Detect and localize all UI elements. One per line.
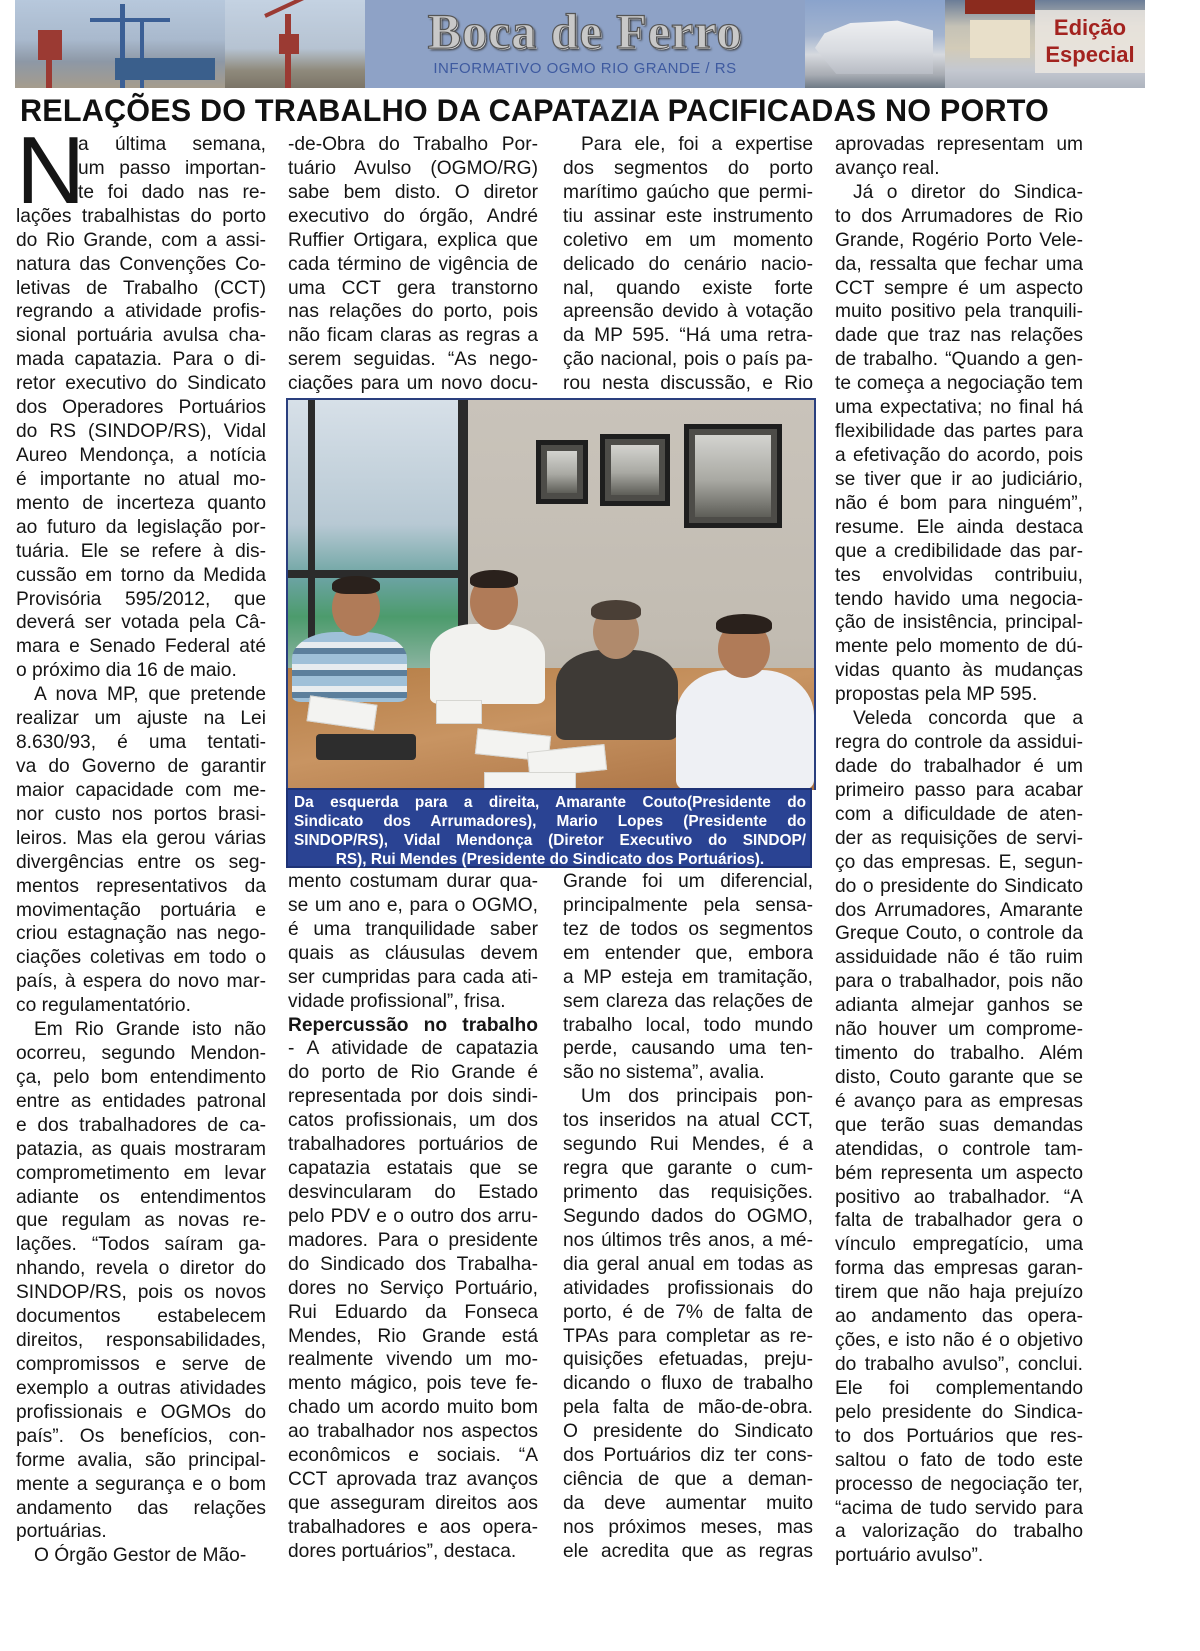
- text-line: ção de insistência, principal-: [835, 612, 1083, 634]
- text-line: do porto de Rio Grande é: [288, 1062, 538, 1084]
- caption-line: Sindicato dos Arrumadores), Mario Lopes (Presidente do: [294, 813, 806, 830]
- article-column-4: [835, 133, 1083, 1568]
- text-line: ção nacional, pois o país pa-: [563, 349, 813, 371]
- text-line: mente a segurança e o bom: [16, 1473, 266, 1495]
- laptop: [316, 734, 416, 760]
- text-line: primento das requisições.: [563, 1181, 813, 1203]
- text-line: retor executivo do Sindicato: [16, 373, 266, 395]
- text-line: Greque Couto, o controle da: [835, 923, 1083, 945]
- text-line: cussão em torno da Medida: [16, 564, 266, 586]
- text-line: atendidas, o controle tam-: [835, 1138, 1083, 1160]
- text-line: tuário Avulso (OGMO/RG): [288, 157, 538, 179]
- text-line: não ficam claras as regras a: [288, 325, 538, 347]
- text-line: principalmente pela sensa-: [563, 894, 813, 916]
- text-line: com a dificuldade de aten-: [835, 803, 1083, 825]
- cruise-ship-photo: [805, 0, 945, 88]
- text-line: muito positivo pela tranquili-: [835, 301, 1083, 323]
- text-line: ocorreu, segundo Mendon-: [16, 1043, 266, 1065]
- text-line: país, à espera do novo mar-: [16, 971, 266, 993]
- person-mario-lopes: [430, 624, 545, 704]
- text-line: ele acredita que as regras: [563, 1540, 813, 1562]
- text-line: to dos Arrumadores de Rio: [835, 205, 1083, 227]
- text-line: madores. Para o presidente: [288, 1229, 538, 1251]
- text-line: comprometimento em levar: [16, 1162, 266, 1184]
- text-line: mento mágico, pois teve fe-: [288, 1373, 538, 1395]
- text-line: pela falta de mão-de-obra.: [563, 1397, 813, 1419]
- text-line: nos últimos três anos, a mé-: [563, 1229, 813, 1251]
- text-line: dos segmentos do porto: [563, 157, 813, 179]
- person-amarante-couto: [292, 632, 407, 702]
- text-line: dos Portuários diz ter cons-: [563, 1445, 813, 1467]
- text-line: adianta almejar ganhos se: [835, 995, 1083, 1017]
- text-line: exemplo a outras atividades: [16, 1377, 266, 1399]
- text-line: vidade profissional”, frisa.: [288, 990, 506, 1012]
- text-line: a valorização do trabalho: [835, 1521, 1083, 1543]
- text-line: do Rio Grande, com a assi-: [16, 229, 266, 251]
- text-line: regra do controle da assidui-: [835, 732, 1083, 754]
- text-line: aprovadas representam um: [835, 134, 1083, 155]
- text-line: dores portuários”, destaca.: [288, 1540, 517, 1562]
- text-line: do Sindicado dos Trabalha-: [288, 1253, 538, 1275]
- newsletter-title: Boca de Ferro: [427, 3, 743, 59]
- text-line: propostas pela MP 595.: [835, 684, 1038, 706]
- text-line: mada capatazia. Para o di-: [16, 349, 266, 371]
- text-line: do RS (SINDOP/RS), Vidal: [16, 421, 266, 443]
- text-line: portuário avulso”.: [835, 1545, 984, 1567]
- text-line: TPAs para completar as re-: [563, 1325, 813, 1347]
- text-line: da deve aumentar muito: [563, 1492, 813, 1514]
- text-line: realizar um ajuste na Lei: [16, 708, 266, 730]
- text-line: nos próximos meses, mas: [563, 1516, 813, 1538]
- text-line: tendo havido uma negocia-: [835, 588, 1083, 610]
- text-line: Ele foi complementando: [835, 1377, 1083, 1399]
- photo-caption: [286, 788, 812, 868]
- text-line: uma expectativa; no final há: [835, 397, 1083, 419]
- wall-picture-frame: [536, 440, 588, 504]
- text-line: cada término de vigência de: [288, 253, 538, 275]
- container-ship-shape: [115, 58, 215, 80]
- person-hair: [591, 600, 641, 620]
- text-line: letivas de Trabalho (CCT): [16, 277, 266, 299]
- text-line: dicando o fluxo de trabalho: [563, 1373, 813, 1395]
- text-line: ciações para um novo docu-: [288, 373, 538, 395]
- text-line: capatazia estatais que se: [288, 1158, 538, 1180]
- text-line: lações. “Todos saíram ga-: [16, 1234, 266, 1256]
- text-line: e dos trabalhadores de ca-: [16, 1114, 266, 1136]
- text-line: da, ressalta que fechar uma: [835, 253, 1083, 275]
- caption-line: Da esquerda para a direita, Amarante Couto(Presidente do: [294, 794, 806, 811]
- text-line: lações trabalhistas do porto: [16, 205, 266, 227]
- text-line: é uma tranquilidade saber: [288, 918, 538, 940]
- text-line: a última semana,: [78, 134, 266, 155]
- text-line: O Órgão Gestor de Mão-: [34, 1545, 247, 1567]
- text-line: profissionais e OGMOs do: [16, 1401, 266, 1423]
- text-line: der as requisições de servi-: [835, 827, 1083, 849]
- text-line: tuária. Ele se refere à dis-: [16, 540, 266, 562]
- text-line: do trabalho avulso”, conclui.: [835, 1354, 1083, 1376]
- text-line: que regulam as novas re-: [16, 1210, 266, 1232]
- text-line: coletivo em um momento: [563, 229, 813, 251]
- text-line: a MP esteja em tramitação,: [563, 966, 813, 988]
- text-line: vidas quanto às mudanças: [835, 660, 1083, 682]
- text-line: Um dos principais pon-: [581, 1086, 813, 1108]
- text-line: dade do trabalhador é um: [835, 755, 1083, 777]
- text-line: processo de negociação ter,: [835, 1473, 1083, 1495]
- text-line: ser cumpridas para cada ati-: [288, 966, 538, 988]
- wall-picture-frame: [684, 424, 782, 528]
- text-line: regra que garante o cum-: [563, 1158, 813, 1180]
- text-line: te foi dado nas re-: [78, 181, 266, 203]
- text-line: nhando, revela o diretor do: [16, 1258, 266, 1280]
- text-line: que a credibilidade das par-: [835, 540, 1083, 562]
- text-line: serem seguidas. “As nego-: [288, 349, 538, 371]
- text-line: maior capacidade com me-: [16, 779, 266, 801]
- text-line: marítimo gaúcho que permi-: [563, 181, 813, 203]
- text-line: ao futuro da legislação por-: [16, 516, 266, 538]
- text-line: andamento das relações: [16, 1497, 266, 1519]
- text-line: natura das Convenções Co-: [16, 253, 266, 275]
- text-line: sem clareza das relações de: [563, 990, 813, 1012]
- text-line: assiduidade não é tão ruim: [835, 947, 1083, 969]
- text-line: para o trabalhador, pois não: [835, 971, 1083, 993]
- window-mullion: [288, 570, 458, 578]
- person-hair: [716, 614, 772, 634]
- text-line: que asseguram direitos aos: [288, 1492, 538, 1514]
- text-line: portuárias.: [16, 1521, 107, 1543]
- person-rui-mendes: [676, 670, 814, 790]
- badge-line-1: Edição: [1053, 15, 1127, 40]
- text-line: Grande, Rogério Porto Vele-: [835, 229, 1083, 251]
- text-line: ao trabalhador nos aspectos: [288, 1421, 538, 1443]
- text-line: Segundo dados do OGMO,: [563, 1205, 813, 1227]
- port-cranes-photo: [15, 0, 225, 88]
- text-line: direitos, responsabilidades,: [16, 1330, 266, 1352]
- text-line: rou nesta discussão, e Rio: [563, 373, 813, 395]
- text-line: avanço real.: [835, 157, 940, 179]
- text-line: um passo importan-: [78, 157, 266, 179]
- text-line: Para ele, foi a expertise: [581, 134, 813, 155]
- crane-top-shape: [965, 0, 1035, 14]
- text-line: ciações coletivas em todo o: [16, 947, 266, 969]
- text-line: tez de todos os segmentos: [563, 918, 813, 940]
- text-line: dia geral anual em todas as: [563, 1253, 813, 1275]
- text-line: país”. Os benefícios, con-: [16, 1425, 266, 1447]
- text-line: forma das empresas garan-: [835, 1258, 1083, 1280]
- document-sheet: [436, 700, 482, 724]
- text-line: Aureo Mendonça, a notícia: [16, 444, 266, 466]
- badge-line-2: Especial: [1045, 42, 1135, 67]
- text-line: entre as entidades patronal: [16, 1090, 266, 1112]
- text-line: porto, é de 7% de falta de: [563, 1301, 813, 1323]
- text-line: representada por dois sindi-: [288, 1086, 538, 1108]
- text-line: apreensão devido à votação: [563, 301, 813, 323]
- text-line: do o presidente do Sindicato: [835, 875, 1083, 897]
- text-line: não houver um comprome-: [835, 1019, 1083, 1041]
- text-line: perde, causando uma ten-: [563, 1038, 813, 1060]
- text-line: Já o diretor do Sindica-: [853, 181, 1083, 203]
- text-line: A nova MP, que pretende: [34, 684, 266, 706]
- special-edition-badge: [1035, 10, 1145, 73]
- text-line: trabalhadores portuários de: [288, 1134, 538, 1156]
- text-line: te começa a negociação tem: [835, 373, 1083, 395]
- text-line: nor custo nos portos brasi-: [16, 803, 266, 825]
- text-line: sional portuária avulsa cha-: [16, 325, 266, 347]
- text-line: criou estagnação nas nego-: [16, 923, 266, 945]
- text-line: deverá ser votada pela Câ-: [16, 612, 266, 634]
- text-line: Mendes, Rio Grande está: [288, 1325, 538, 1347]
- text-line: Veleda concorda que a: [853, 708, 1083, 730]
- text-line: catos profissionais, um dos: [288, 1110, 538, 1132]
- text-line: mente pelo momento de dú-: [835, 636, 1083, 658]
- text-line: que terão suas demandas: [835, 1114, 1083, 1136]
- text-line: quisições efetuadas, preju-: [563, 1349, 813, 1371]
- text-line: nal, quando existe forte: [563, 277, 813, 299]
- text-line: positivo ao trabalhador. “A: [835, 1186, 1083, 1208]
- text-line: disto, Couto garante que se: [835, 1066, 1083, 1088]
- text-line: mara e Senado Federal até: [16, 636, 266, 658]
- text-line: resume. Ele ainda destaca: [835, 516, 1083, 538]
- text-line: é importante no atual mo-: [16, 468, 266, 490]
- text-line: pelo PDV e o outro dos arru-: [288, 1205, 538, 1227]
- newsletter-subtitle: INFORMATIVO OGMO RIO GRANDE / RS: [433, 60, 737, 77]
- text-line: 8.630/93, é uma tentati-: [16, 732, 266, 754]
- article-column-3-top: [563, 133, 813, 396]
- text-line: tes envolvidas contribuiu,: [835, 564, 1083, 586]
- text-line: sabe bem disto. O diretor: [288, 181, 538, 203]
- text-line: trabalho local, todo mundo: [563, 1014, 813, 1036]
- text-line: va do Governo de garantir: [16, 755, 266, 777]
- caption-line: RS), Rui Mendes (Presidente do Sindicato dos Portuários).: [335, 851, 765, 868]
- person-vidal-mendonca: [556, 650, 678, 740]
- text-line: a efetivação do acordo, pois: [835, 444, 1083, 466]
- article-headline: RELAÇÕES DO TRABALHO DA CAPATAZIA PACIFICADAS NO PORTO: [20, 92, 1049, 128]
- text-line: são no sistema”, avalia.: [563, 1062, 765, 1084]
- text-line: ço das empresas. E, segun-: [835, 851, 1083, 873]
- text-line: tirem que não haja prejuízo: [835, 1282, 1083, 1304]
- text-line: desvincularam do Estado: [288, 1181, 538, 1203]
- masthead-title-area: [365, 0, 805, 88]
- text-line: de trabalho. “Quando a gen-: [835, 349, 1083, 371]
- text-line: primeiro passo para acabar: [835, 779, 1083, 801]
- text-line: atividades profissionais do: [563, 1277, 813, 1299]
- text-line: divergências entre os seg-: [16, 851, 266, 873]
- text-line: compromissos e serve de: [16, 1354, 266, 1376]
- text-line: o próximo dia 16 de maio.: [16, 660, 237, 682]
- text-line: delicado do cenário nacio-: [563, 253, 813, 275]
- text-line: co regulamentatório.: [16, 995, 191, 1017]
- text-line: Ruffier Ortigara, explica que: [288, 229, 538, 251]
- text-line: segundo Rui Mendes, é a: [563, 1134, 813, 1156]
- text-line: se um ano e, para o OGMO,: [288, 894, 538, 916]
- text-line: saltou o fato de todo este: [835, 1449, 1083, 1471]
- text-line: falta de trabalhador gera o: [835, 1210, 1083, 1232]
- person-hair: [470, 570, 518, 588]
- text-line: chado um acordo muito bom: [288, 1397, 538, 1419]
- text-line: ça, pelo bom entendimento: [16, 1066, 266, 1088]
- text-line: mento de incerteza quanto: [16, 492, 266, 514]
- text-line: Rui Eduardo da Fonseca: [288, 1301, 538, 1323]
- text-line: “acima de tudo servido para: [835, 1497, 1083, 1519]
- text-line: ções, e isto não é o objetivo: [835, 1330, 1083, 1352]
- text-line: forme avalia, são principal-: [16, 1449, 266, 1471]
- section-subheading: Repercussão no trabalho: [288, 1014, 538, 1036]
- wall-picture-frame: [600, 434, 670, 506]
- article-column-2-top: [288, 133, 538, 396]
- text-line: to dos Portuários que res-: [835, 1425, 1083, 1447]
- text-line: tos inseridos na atual CCT,: [563, 1110, 813, 1132]
- text-line: CCT sempre é um aspecto: [835, 277, 1083, 299]
- text-line: SINDOP/RS, pois os novos: [16, 1282, 266, 1304]
- masthead-banner: [15, 0, 1145, 88]
- text-line: em entender que, embora: [563, 942, 813, 964]
- article-column-3-bottom: [563, 870, 813, 1564]
- text-line: O presidente do Sindicato: [563, 1421, 813, 1443]
- text-line: flexibilidade das partes para: [835, 421, 1083, 443]
- text-line: regrando a atividade profis-: [16, 301, 266, 323]
- text-line: - A atividade de capatazia: [288, 1038, 538, 1060]
- text-line: patazia, as quais mostraram: [16, 1138, 266, 1160]
- drop-cap: N: [16, 117, 86, 224]
- text-line: realmente vivendo um mo-: [288, 1349, 538, 1371]
- text-line: movimentação portuária e: [16, 899, 266, 921]
- text-line: não é bom para ninguém”,: [835, 492, 1083, 514]
- text-line: mento costumam durar qua-: [288, 871, 538, 892]
- port-crane-red-photo: [225, 0, 365, 88]
- text-line: executivo do órgão, André: [288, 205, 538, 227]
- text-line: pelo presidente do Sindica-: [835, 1401, 1083, 1423]
- text-line: adiante os entendimentos: [16, 1186, 266, 1208]
- article-column-2-bottom: [288, 870, 538, 1564]
- text-line: Em Rio Grande isto não: [34, 1019, 266, 1041]
- signing-meeting-photo: [286, 398, 816, 790]
- caption-line: SINDOP/RS), Vidal Mendonça (Diretor Executivo do SINDOP/: [294, 832, 806, 849]
- text-line: quais as cláusulas devem: [288, 942, 538, 964]
- text-line: nas relações do porto, pois: [288, 301, 538, 323]
- text-line: é avanço para as empresas: [835, 1090, 1083, 1112]
- text-line: trabalhadores e aos opera-: [288, 1516, 538, 1538]
- text-line: econômicos e sociais. “A: [288, 1445, 538, 1467]
- text-line: bém representa um aspecto: [835, 1162, 1083, 1184]
- text-line: Provisória 595/2012, que: [16, 588, 266, 610]
- text-line: uma CCT gera transtorno: [288, 277, 538, 299]
- text-line: Grande foi um diferencial,: [563, 871, 813, 892]
- text-line: mentos representativos da: [16, 875, 266, 897]
- text-line: dores no Serviço Portuário,: [288, 1277, 538, 1299]
- text-line: ciência de que a deman-: [563, 1469, 813, 1491]
- text-line: se tiver que ir ao judiciário,: [835, 468, 1083, 490]
- text-line: dos Operadores Portuários: [16, 397, 266, 419]
- text-line: -de-Obra do Trabalho Por-: [288, 134, 538, 155]
- text-line: dade que traz nas relações: [835, 325, 1083, 347]
- cruise-ship-shape: [815, 16, 933, 74]
- text-line: CCT aprovada traz avanços: [288, 1469, 538, 1491]
- text-line: da MP 595. “Há uma retra-: [563, 325, 813, 347]
- person-hair: [332, 576, 380, 594]
- text-line: leiros. Mas ela gerou várias: [16, 827, 266, 849]
- text-line: documentos estabelecem: [16, 1306, 266, 1328]
- text-line: vínculo empregatício, uma: [835, 1234, 1083, 1256]
- terminal-building-shape: [970, 20, 1030, 58]
- text-line: dos Arrumadores, Amarante: [835, 899, 1083, 921]
- article-column-1: [16, 117, 266, 1568]
- text-line: tiu assinar este instrumento: [563, 205, 813, 227]
- text-line: timento do trabalho. Além: [835, 1043, 1083, 1065]
- text-line: ao andamento das opera-: [835, 1306, 1083, 1328]
